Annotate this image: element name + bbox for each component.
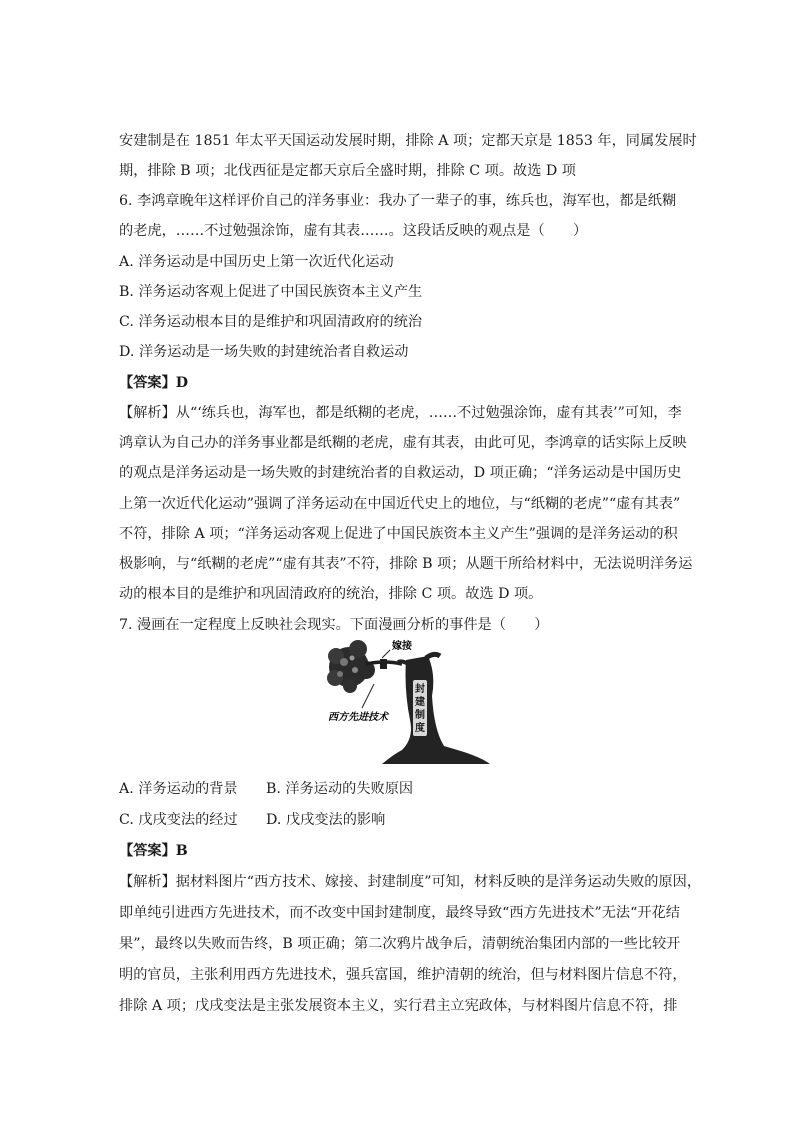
trunk-shape: [382, 656, 490, 764]
graft-label: 嫁接: [392, 641, 412, 652]
answer-label: 【答案】B: [119, 843, 188, 859]
question-7-stem: 7. 漫画在一定程度上反映社会现实。下面漫画分析的事件是（ ）: [119, 617, 549, 633]
question-6-stem: 的老虎，……不过勉强涂饰，虚有其表……。这段话反映的观点是（ ）: [119, 223, 588, 239]
trunk-label-char: 度: [415, 723, 425, 734]
cartoon-image: [322, 634, 518, 766]
option-d: D. 洋务运动是一场失败的封建统治者自救运动: [119, 344, 409, 360]
options-row-1: A. 洋务运动的背景 B. 洋务运动的失败原因: [119, 781, 414, 797]
analysis-line: 鸿章认为自己办的洋务事业都是纸糊的老虎，虚有其表，由此可见，李鸿章的话实际上反映: [119, 435, 687, 451]
analysis-line: 上第一次近代化运动”强调了洋务运动在中国近代史上的地位，与“纸糊的老虎”“虚有其表”: [119, 496, 681, 512]
graft-tie-shape: [380, 659, 387, 669]
analysis-line: 【解析】据材料图片“西方技术、嫁接、封建制度”可知，材料反映的是洋务运动失败的原因，: [119, 874, 702, 890]
analysis-line: 即单纯引进西方先进技术，而不改变中国封建制度，最终导致“西方先进技术”无法“开花结: [119, 905, 680, 921]
analysis-line: 的观点是洋务运动是一场失败的封建统治者的自救运动，D 项正确；“洋务运动是中国历史: [119, 465, 682, 481]
option-c: C. 洋务运动根本目的是维护和巩固清政府的统治: [119, 314, 423, 330]
flower-shape: [327, 640, 375, 693]
question-6-stem: 6. 李鸿章晚年这样评价自己的洋务事业：我办了一辈子的事，练兵也，海军也，都是纸糊: [119, 193, 677, 209]
analysis-line: 动的根本目的是维护和巩固清政府的统治，排除 C 项。故选 D 项。: [119, 586, 543, 602]
trunk-label-char: 建: [415, 697, 425, 708]
analysis-line: 明的官员，主张利用西方先进技术，强兵富国，维护清朝的统治，但与材料图片信息不符，: [119, 967, 687, 983]
analysis-line: 果”，最终以失败而告终，B 项正确；第二次鸦片战争后，清朝统治集团内部的一些比较开: [119, 936, 681, 952]
text-line: 安建制是在 1851 年太平天国运动发展时期，排除 A 项；定都天京是 1853 年，同属发展时: [119, 133, 697, 149]
analysis-line: 【解析】从“‘练兵也，海军也，都是纸糊的老虎，……不过勉强涂饰，虚有其表’”可知，李: [119, 405, 682, 421]
tech-label: 西方先进技术: [328, 712, 388, 723]
text-line: 期，排除 B 项；北伐西征是定都天京后全盛时期，排除 C 项。故选 D 项: [119, 163, 576, 179]
analysis-line: 不符，排除 A 项；“洋务运动客观上促进了中国民族资本主义产生”强调的是洋务运动的积: [119, 526, 678, 542]
option-b: B. 洋务运动客观上促进了中国民族资本主义产生: [119, 284, 423, 300]
analysis-line: 排除 A 项；戊戌变法是主张发展资本主义，实行君主立宪政体，与材料图片信息不符，排: [119, 998, 678, 1014]
option-a: A. 洋务运动是中国历史上第一次近代化运动: [119, 254, 394, 270]
analysis-line: 极影响，与“纸糊的老虎”“虚有其表”不符，排除 B 项；从题干所给材料中，无法说明洋务运: [119, 556, 693, 572]
answer-label: 【答案】D: [119, 375, 189, 391]
options-row-2: C. 戊戌变法的经过 D. 戊戌变法的影响: [119, 812, 386, 828]
trunk-label-char: 封: [415, 684, 425, 695]
trunk-label-char: 制: [415, 710, 425, 721]
